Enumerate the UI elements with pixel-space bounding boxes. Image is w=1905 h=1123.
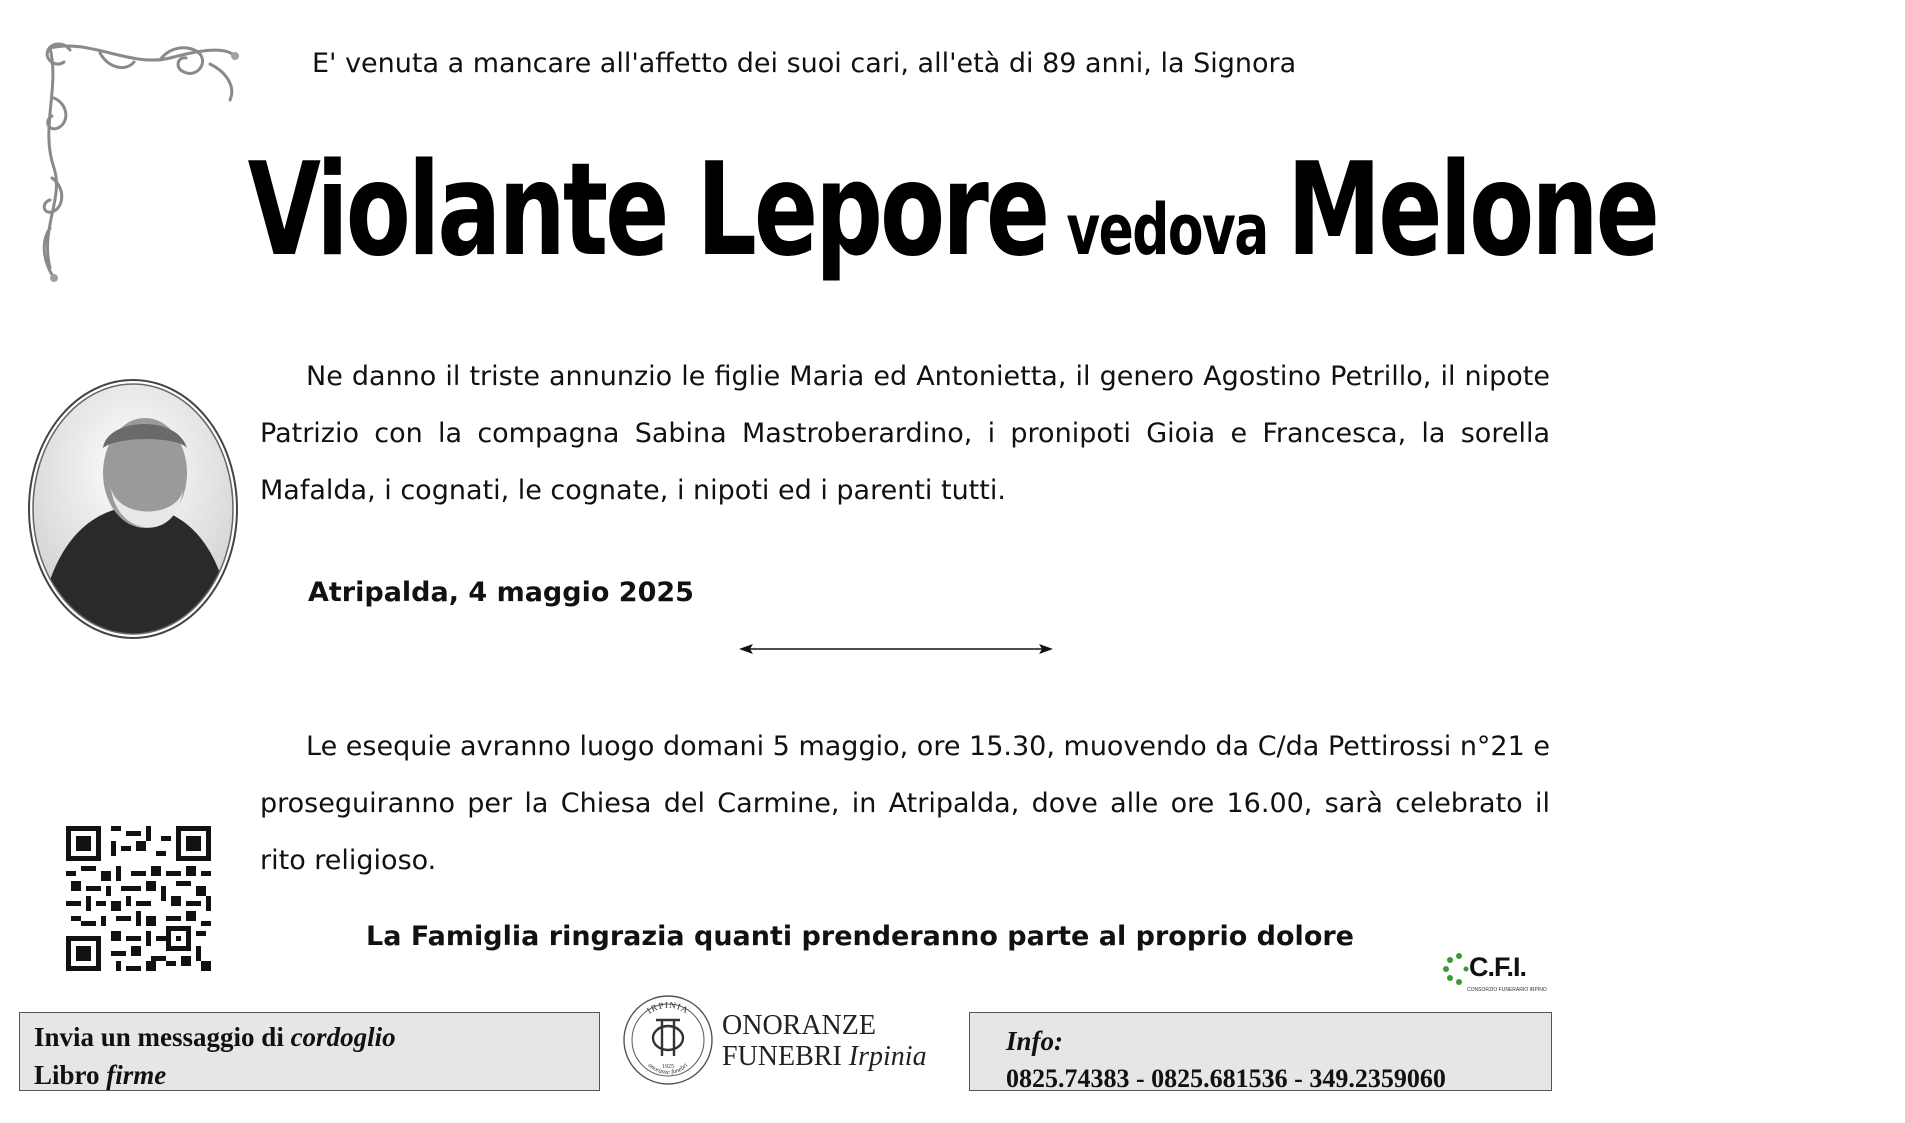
- condolence-italic: cordoglio: [290, 1022, 396, 1052]
- logo-top-text: IRPINIA: [644, 999, 691, 1016]
- deceased-first-name: Violante Lepore: [247, 136, 1048, 285]
- intro-text: E' venuta a mancare all'affetto dei suoi cari, all'età di 89 anni, la Signora: [312, 48, 1297, 79]
- condolence-link[interactable]: [34, 1018, 585, 1056]
- company-line2-prefix: FUNEBRI: [722, 1041, 842, 1072]
- footer-info-box: [969, 1012, 1552, 1091]
- portrait-photo: [27, 378, 240, 640]
- footer-message-box[interactable]: [19, 1012, 600, 1091]
- funeral-home-logo-icon: [618, 990, 718, 1090]
- double-arrow-divider-icon: [737, 640, 1055, 658]
- cfi-label: C.F.I.: [1469, 952, 1527, 982]
- cfi-dots-icon: [1443, 952, 1469, 986]
- company-line2-italic: Irpinia: [848, 1041, 927, 1072]
- cfi-logo: [1443, 950, 1547, 998]
- qr-code-icon[interactable]: [66, 826, 211, 971]
- announcement-paragraph: Ne danno il triste annunzio le figlie Maria ed Antonietta, il genero Agostino Petrillo, il nipote Patrizio con la compagna Sabina Mastroberardino, i pronipoti Gioia e Francesca, la sorella Mafalda, i cognati, le cognate, i nipoti ed i parenti tutti.: [260, 361, 1550, 506]
- logo-year: 1925: [662, 1064, 674, 1070]
- thanks-text: La Famiglia ringrazia quanti prenderanno parte al proprio dolore: [366, 921, 1354, 952]
- deceased-name: [0, 136, 1657, 285]
- funeral-paragraph: Le esequie avranno luogo domani 5 maggio, ore 15.30, muovendo da C/da Pettirossi n°21 e proseguiranno per la Chiesa del Carmine, in Atripalda, dove alle ore 16.00, sarà celebrato il rito religioso.: [260, 731, 1550, 876]
- condolence-prefix: Invia un messaggio di: [34, 1022, 284, 1052]
- funeral-home-name: [722, 1010, 927, 1072]
- place-date: Atripalda, 4 maggio 2025: [308, 577, 694, 608]
- cfi-subtitle: CONSORZIO FUNERARIO IRPINO: [1467, 987, 1547, 993]
- deceased-last-name: Melone: [1287, 136, 1657, 285]
- guestbook-prefix: Libro: [34, 1060, 100, 1090]
- logo-bottom-text: onoranze funebri: [646, 1061, 690, 1077]
- name-connector: vedova: [1066, 189, 1268, 271]
- guestbook-italic: firme: [106, 1060, 167, 1090]
- guestbook-link[interactable]: [34, 1056, 585, 1094]
- svg-text:IRPINIA: [645, 1000, 691, 1016]
- info-label: Info:: [1006, 1026, 1064, 1056]
- phone-numbers[interactable]: 0825.74383 - 0825.681536 - 349.2359060: [1006, 1064, 1446, 1093]
- company-line2: [722, 1041, 927, 1072]
- company-line1: ONORANZE: [722, 1010, 876, 1041]
